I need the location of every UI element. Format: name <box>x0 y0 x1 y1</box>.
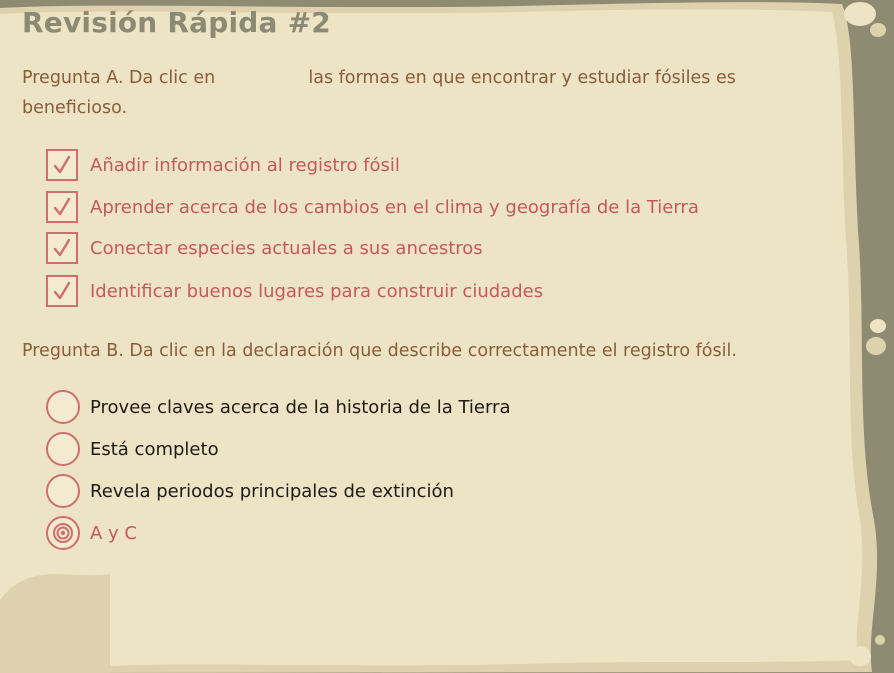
question-a-option-4[interactable] <box>46 273 543 309</box>
question-a-suffix: las formas en que encontrar y estudiar fósiles es beneficioso. <box>22 68 736 118</box>
option-label: Conectar especies actuales a sus ancestros <box>90 237 483 259</box>
checkbox-checked-icon[interactable] <box>46 149 78 181</box>
radio-unselected-icon[interactable] <box>46 390 80 424</box>
question-b-option-3[interactable] <box>46 473 454 509</box>
option-label: A y C <box>90 522 137 544</box>
question-a-prefix: Pregunta A. Da clic en <box>22 68 216 88</box>
question-a-prompt <box>22 63 782 123</box>
question-a-option-3[interactable] <box>46 230 483 266</box>
option-label: Revela periodos principales de extinción <box>90 480 454 502</box>
page-title: Revisión Rápida #2 <box>22 6 331 39</box>
question-b-option-4[interactable] <box>46 515 137 551</box>
radio-unselected-icon[interactable] <box>46 432 80 466</box>
question-b-option-2[interactable] <box>46 431 219 467</box>
question-a-option-2[interactable] <box>46 189 699 225</box>
option-label: Aprender acerca de los cambios en el clima y geografía de la Tierra <box>90 196 699 218</box>
question-a-option-1[interactable] <box>46 147 400 183</box>
checkbox-checked-icon[interactable] <box>46 191 78 223</box>
option-label: Está completo <box>90 438 219 460</box>
option-label: Provee claves acerca de la historia de la Tierra <box>90 396 511 418</box>
checkbox-checked-icon[interactable] <box>46 232 78 264</box>
radio-selected-icon[interactable] <box>46 516 80 550</box>
checkbox-checked-icon[interactable] <box>46 275 78 307</box>
radio-unselected-icon[interactable] <box>46 474 80 508</box>
option-label: Identificar buenos lugares para construir ciudades <box>90 280 544 302</box>
question-b-option-1[interactable] <box>46 389 510 425</box>
option-label: Añadir información al registro fósil <box>90 154 400 176</box>
question-b-prompt: Pregunta B. Da clic en la declaración que describe correctamente el registro fósil. <box>22 341 737 361</box>
